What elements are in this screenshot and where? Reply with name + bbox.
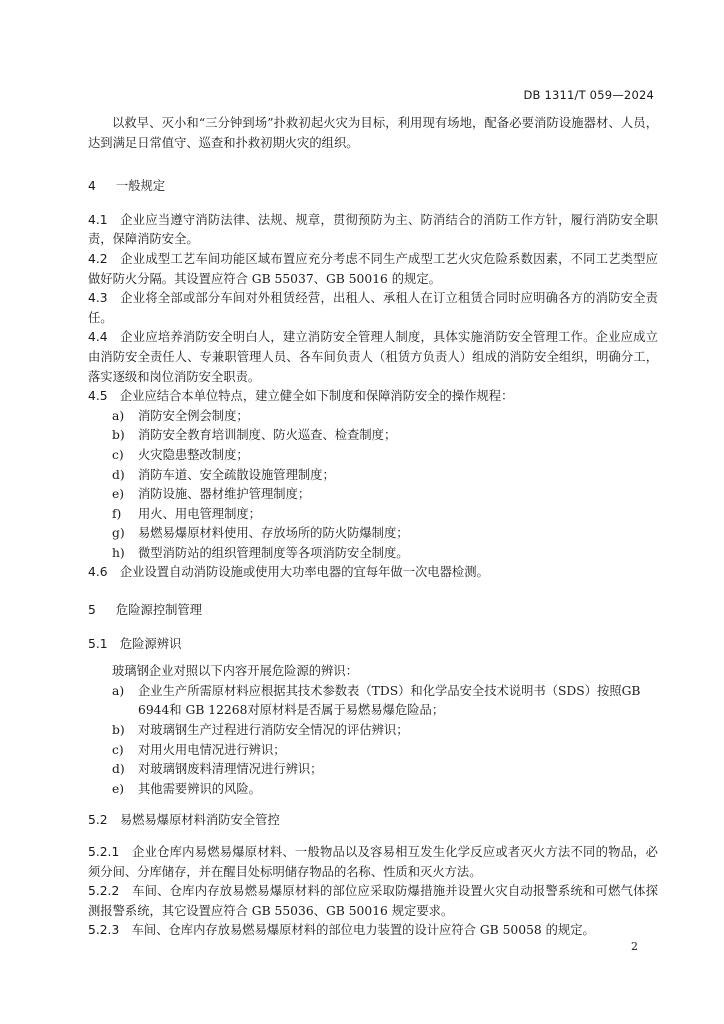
list-item [88, 682, 658, 721]
list-text: 用火、用电管理制度； [138, 506, 261, 521]
clause-text: 企业应培养消防安全明白人，建立消防安全管理人制度，具体实施消防安全管理工作。企业应成立由消防安全责任人、专兼职管理人员、各车间负责人（租赁方负责人）组成的消防安全组织，明确分工，落实逐级和岗位消防安全职责。 [88, 330, 658, 384]
list-text: 对用火用电情况进行辨识； [138, 742, 286, 757]
clause-4-6 [88, 563, 658, 583]
clause-4-3 [88, 289, 658, 328]
clause-4-1 [88, 211, 658, 250]
clause-4-2 [88, 250, 658, 289]
subsection-5-1-heading [88, 635, 658, 655]
clause-number: 4.1 [88, 212, 108, 227]
list-text: 对玻璃钢废料清理情况进行辨识； [138, 762, 323, 777]
clause-text: 企业成型工艺车间功能区域布置应充分考虑不同生产成型工艺火灾危险系数因素，不同工艺类型应做好防火分隔。其设置应符合 GB 55037、GB 50016 的规定。 [88, 251, 658, 286]
clause-number: 4.2 [88, 251, 108, 266]
list-item [88, 505, 658, 525]
clause-text: 企业设置自动消防设施或使用大功率电器的宜每年做一次电器检测。 [119, 565, 489, 580]
clause-4-4 [88, 328, 658, 387]
subsection-5-2-heading [88, 811, 658, 831]
subsection-title: 危险源辨识 [119, 636, 182, 651]
section-title: 一般规定 [115, 179, 166, 194]
clause-number: 5.2.2 [88, 884, 120, 899]
list-item [88, 780, 658, 800]
list-text: 消防安全例会制度； [138, 408, 249, 423]
subsection-title: 易燃易爆原材料消防安全管控 [119, 813, 280, 828]
section-4-heading [88, 177, 658, 197]
list-item [88, 760, 658, 780]
clause-5-2-2 [88, 882, 658, 921]
section-number: 4 [88, 179, 96, 194]
list-item [88, 407, 658, 427]
list-label: h) [112, 545, 125, 560]
list-item [88, 446, 658, 466]
clause-text: 企业应当遵守消防法律、法规、规章，贯彻预防为主、防消结合的消防工作方针，履行消防安全职责，保障消防安全。 [88, 212, 658, 247]
list-text: 消防设施、器材维护管理制度； [138, 487, 311, 502]
clause-4-5 [88, 387, 658, 407]
clause-5-2-1 [88, 843, 658, 882]
clause-text: 企业仓库内易燃易爆原材料、一般物品以及容易相互发生化学反应或者灭火方法不同的物品，必须分间、分库储存，并在醒目处标明储存物品的名称、性质和灭火方法。 [88, 845, 658, 879]
list-item [88, 524, 658, 544]
list-item [88, 544, 658, 564]
intro-paragraph: 以救早、灭小和“三分钟到场”扑救初起火灾为目标，利用现有场地，配备必要消防设施器材、人员，达到满足日常值守、巡查和扑救初期火灾的组织。 [88, 116, 658, 150]
subsection-number: 5.1 [88, 636, 108, 651]
clause-number: 4.6 [88, 565, 108, 580]
list-item [88, 426, 658, 446]
list-text: 对玻璃钢生产过程进行消防安全情况的评估辨识； [138, 723, 409, 738]
clause-number: 4.5 [88, 389, 108, 404]
clause-number: 4.3 [88, 291, 108, 306]
list-item [88, 721, 658, 741]
list-label: e) [112, 487, 125, 502]
clause-text: 企业应结合本单位特点，建立健全如下制度和保障消防安全的操作规程： [119, 389, 514, 404]
subsection-number: 5.2 [88, 813, 108, 828]
subsection-intro: 玻璃钢企业对照以下内容开展危险源的辨识： [112, 664, 358, 679]
list-text: 微型消防站的组织管理制度等各项消防安全制度。 [138, 545, 409, 560]
list-label: a) [112, 408, 125, 423]
section-title: 危险源控制管理 [115, 603, 203, 618]
list-text: 消防车道、安全疏散设施管理制度； [138, 467, 335, 482]
list-text: 其他需要辨识的风险。 [138, 781, 261, 796]
clause-5-2-3 [88, 921, 658, 941]
list-label: b) [112, 723, 125, 738]
clause-number: 5.2.3 [88, 923, 120, 938]
document-code: DB 1311/T 059—2024 [523, 88, 654, 102]
clause-number: 5.2.1 [88, 845, 120, 859]
document-body [88, 114, 658, 941]
list-item [88, 485, 658, 505]
list-label: a) [112, 683, 125, 698]
page-number: 2 [631, 940, 638, 953]
list-text: 易燃易爆原材料使用、存放场所的防火防爆制度； [138, 526, 409, 541]
list-label: b) [112, 428, 125, 443]
section-5-heading [88, 601, 658, 621]
list-label: c) [112, 447, 124, 462]
list-label: d) [112, 762, 125, 777]
clause-text: 企业将全部或部分车间对外租赁经营，出租人、承租人在订立租赁合同时应明确各方的消防安全责任。 [88, 291, 658, 325]
list-label: d) [112, 467, 125, 482]
list-text: 企业生产所需原材料应根据其技术参数表（TDS）和化学品安全技术说明书（SDS）按照GB 6944和 GB 12268对原材料是否属于易燃易爆危险品； [138, 683, 641, 718]
section-number: 5 [88, 603, 96, 618]
list-text: 消防安全教育培训制度、防火巡查、检查制度； [138, 428, 397, 443]
clause-text: 车间、仓库内存放易燃易爆原材料的部位电力装置的设计应符合 GB 50058 的规定。 [131, 923, 595, 938]
list-text: 火灾隐患整改制度； [138, 447, 249, 462]
list-label: c) [112, 742, 124, 757]
list-label: f) [112, 506, 122, 521]
list-label: g) [112, 526, 125, 541]
list-item [88, 741, 658, 761]
clause-text: 车间、仓库内存放易燃易爆原材料的部位应采取防爆措施并设置火灾自动报警系统和可燃气体探测报警系统，其它设置应符合 GB 55036、GB 50016 规定要求。 [88, 884, 658, 918]
clause-number: 4.4 [88, 330, 108, 345]
list-item [88, 466, 658, 486]
list-label: e) [112, 781, 125, 796]
